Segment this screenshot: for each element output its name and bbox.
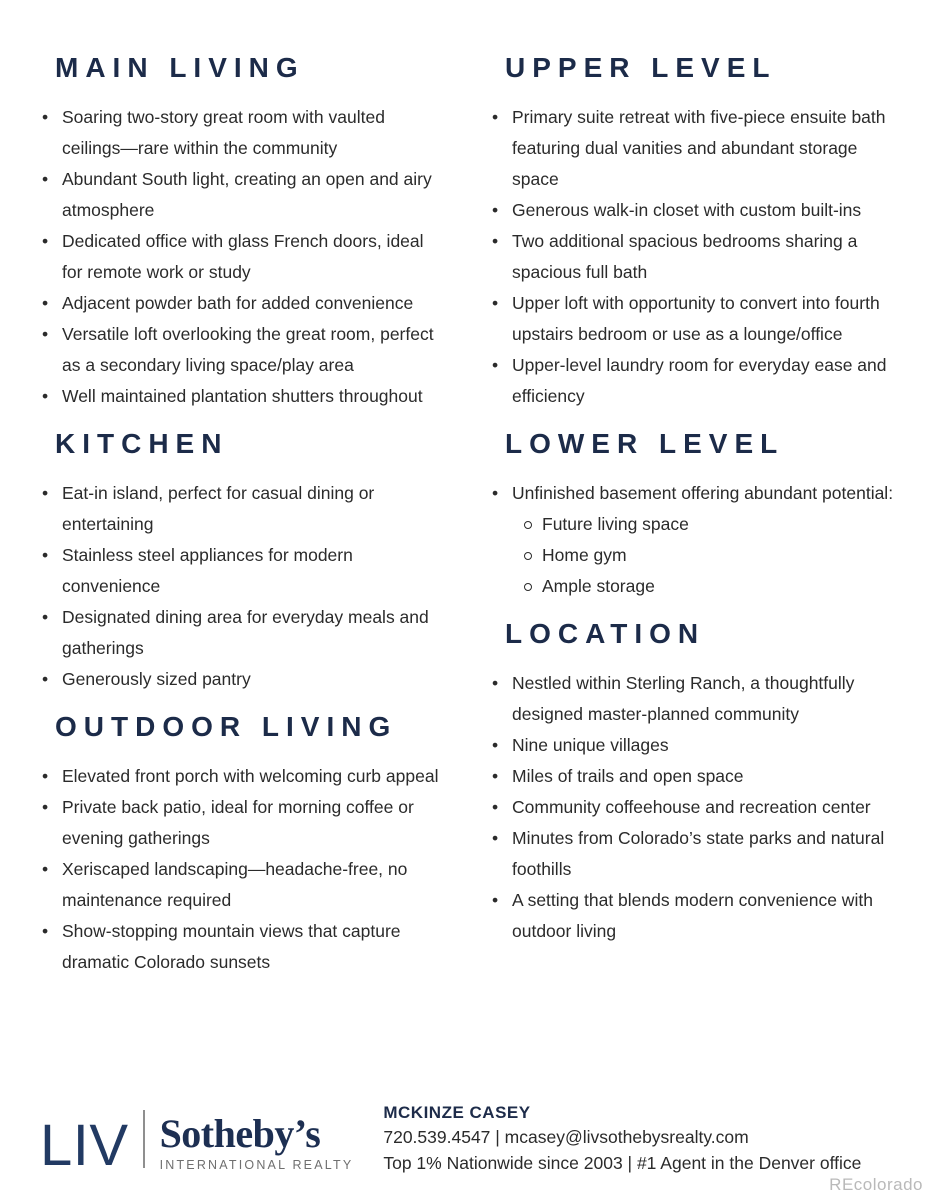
feature-subitem: Future living space [512,509,897,540]
feature-item: • Xeriscaped landscaping—headache-free, no maintenance required [40,854,447,916]
feature-item: • Primary suite retreat with five-piece ensuite bath featuring dual vanities and abundant storage space [490,102,897,195]
section-heading: MAIN LIVING [55,52,305,83]
agent-name: MCKINZE CASEY [383,1103,531,1122]
feature-item: • Private back patio, ideal for morning coffee or evening gatherings [40,792,447,854]
feature-subitem: Home gym [512,540,897,571]
feature-item: • Minutes from Colorado’s state parks and natural foothills [490,823,897,885]
logo-divider [143,1110,145,1168]
brand-stack [160,1113,354,1172]
section-main-living [40,50,460,412]
agent-contact: 720.539.4547 | mcasey@livsothebysrealty.com [383,1127,749,1147]
feature-item: • Eat-in island, perfect for casual dining or entertaining [40,478,447,540]
international-realty-tagline: INTERNATIONAL REALTY [159,1158,354,1172]
section-heading: UPPER LEVEL [505,52,777,83]
feature-item: • A setting that blends modern convenience with outdoor living [490,885,897,947]
sothebys-wordmark: Sotheby’s [159,1111,321,1156]
feature-item: • Well maintained plantation shutters throughout [40,381,447,412]
feature-item: • Abundant South light, creating an open and airy atmosphere [40,164,447,226]
agent-info [383,1102,861,1176]
feature-item: • Unfinished basement offering abundant potential: Future living space Home gym Ample storage [490,478,897,602]
feature-item: • Versatile loft overlooking the great room, perfect as a secondary living space/play area [40,319,447,381]
agent-credentials: Top 1% Nationwide since 2003 | #1 Agent in the Denver office [383,1153,862,1173]
left-column [40,50,460,978]
feature-list [40,478,447,695]
feature-item: • Community coffeehouse and recreation center [490,792,897,823]
feature-item: • Adjacent powder bath for added convenience [40,288,447,319]
feature-list [40,761,447,978]
feature-list [490,478,897,602]
feature-item: • Stainless steel appliances for modern convenience [40,540,447,602]
feature-item: • Upper loft with opportunity to convert into fourth upstairs bedroom or use as a lounge/office [490,288,897,350]
right-column [490,50,910,978]
feature-item: • Miles of trails and open space [490,761,897,792]
recolorado-watermark: REcolorado [829,1175,923,1194]
feature-item: • Upper-level laundry room for everyday ease and efficiency [490,350,897,412]
liv-wordmark: LIV [40,1113,129,1178]
feature-item: • Designated dining area for everyday meals and gatherings [40,602,447,664]
section-upper-level [490,50,910,412]
section-location [490,616,910,947]
feature-item: • Elevated front porch with welcoming curb appeal [40,761,447,792]
feature-subitem: Ample storage [512,571,897,602]
feature-item: • Show-stopping mountain views that capture dramatic Colorado sunsets [40,916,447,978]
feature-list [490,102,897,412]
feature-item: • Soaring two-story great room with vaulted ceilings—rare within the community [40,102,447,164]
feature-item: • Generously sized pantry [40,664,447,695]
feature-item: • Nine unique villages [490,730,897,761]
section-kitchen [40,426,460,695]
section-heading: OUTDOOR LIVING [55,711,398,742]
feature-list [490,668,897,947]
section-outdoor-living [40,709,460,978]
section-heading: KITCHEN [55,428,229,459]
feature-item: • Dedicated office with glass French doors, ideal for remote work or study [40,226,447,288]
section-heading: LOWER LEVEL [505,428,785,459]
liv-sothebys-logo [40,1098,354,1178]
section-lower-level [490,426,910,602]
footer [40,1098,861,1176]
feature-item: • Nestled within Sterling Ranch, a thoughtfully designed master-planned community [490,668,897,730]
feature-item: • Two additional spacious bedrooms sharing a spacious full bath [490,226,897,288]
feature-sublist [512,509,897,602]
feature-item: • Generous walk-in closet with custom built-ins [490,195,897,226]
section-heading: LOCATION [505,618,706,649]
feature-list [40,102,447,412]
